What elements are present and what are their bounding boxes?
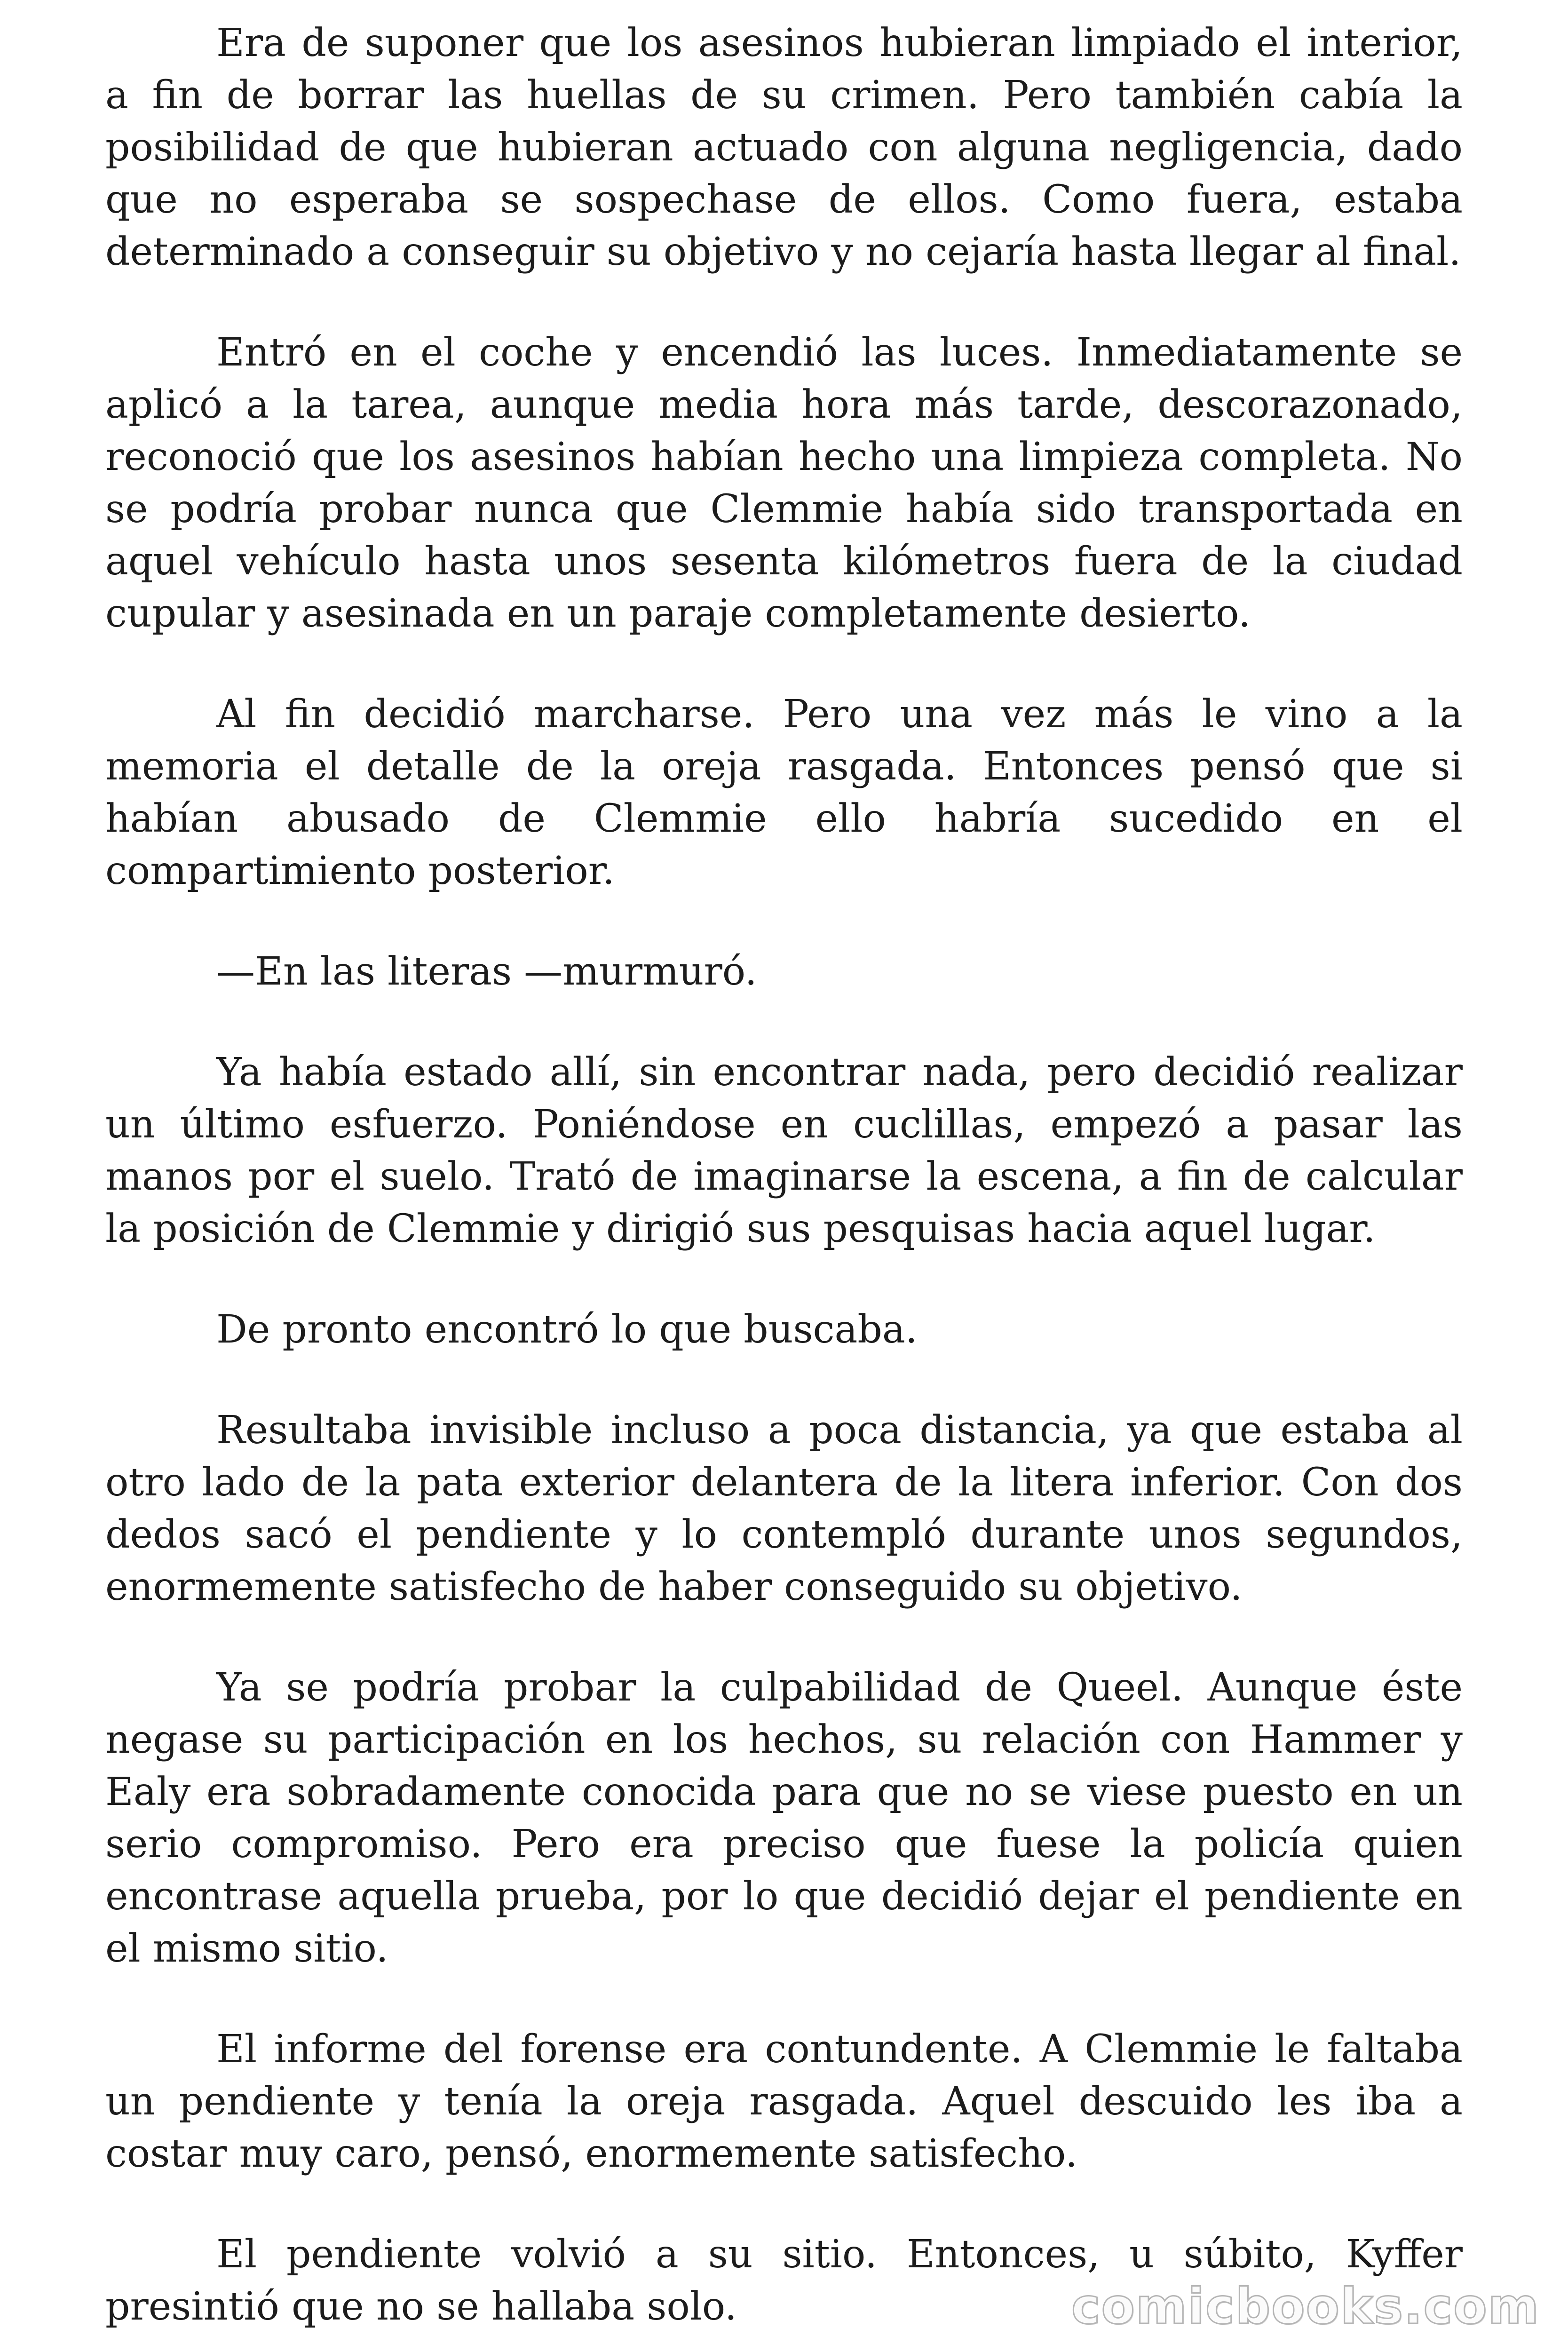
paragraph-6: De pronto encontró lo que buscaba.	[216, 1307, 918, 1352]
paragraph-2: Entró en el coche y encendió las luces. Inmediatamente se aplicó a la tarea, aunque media hora más tarde, descorazonado, reconoció que los asesinos habían hecho una limpieza completa. No se podría probar nunca que Clemmie había sido transportada en aquel vehículo hasta unos sesenta kilómetros fuera de la ciudad cupular y asesinada en un paraje completamente desierto.	[105, 330, 1463, 636]
page-body-text	[105, 17, 1463, 2352]
paragraph-7: Resultaba invisible incluso a poca distancia, ya que estaba al otro lado de la pata exterior delantera de la litera inferior. Con dos dedos sacó el pendiente y lo contempló durante unos segundos, enormemente satisfecho de haber conseguido su objetivo.	[105, 1408, 1463, 1609]
watermark-logo: comicbooks.com	[1071, 2278, 1540, 2335]
paragraph-1: Era de suponer que los asesinos hubieran limpiado el interior, a fin de borrar las huellas de su crimen. Pero también cabía la posibilidad de que hubieran actuado con alguna negligencia, dado que no esperaba se sospechase de ellos. Como fuera, estaba determinado a conseguir su objetivo y no cejaría hasta llegar al final.	[105, 21, 1463, 274]
paragraph-3: Al fin decidió marcharse. Pero una vez más le vino a la memoria el detalle de la oreja rasgada. Entonces pensó que si habían abusado de Clemmie ello habría sucedido en el compartimiento posterior.	[105, 692, 1463, 893]
paragraph-8: Ya se podría probar la culpabilidad de Queel. Aunque éste negase su participación en los hechos, su relación con Hammer y Ealy era sobradamente conocida para que no se viese puesto en un serio compromiso. Pero era preciso que fuese la policía quien encontrase aquella prueba, por lo que decidió dejar el pendiente en el mismo sitio.	[105, 1665, 1463, 1971]
paragraph-10: El pendiente volvió a su sitio. Entonces, u súbito, Kyffer presintió que no se hallaba solo.	[105, 2232, 1463, 2329]
paragraph-9: El informe del forense era contundente. A Clemmie le faltaba un pendiente y tenía la oreja rasgada. Aquel descuido les iba a costar muy caro, pensó, enormemente satisfecho.	[105, 2027, 1463, 2176]
paragraph-4-dialogue: —En las literas —murmuró.	[216, 949, 757, 994]
paragraph-5: Ya había estado allí, sin encontrar nada, pero decidió realizar un último esfuerzo. Poniéndose en cuclillas, empezó a pasar las manos por el suelo. Trató de imaginarse la escena, a fin de calcular la posición de Clemmie y dirigió sus pesquisas hacia aquel lugar.	[105, 1050, 1463, 1251]
